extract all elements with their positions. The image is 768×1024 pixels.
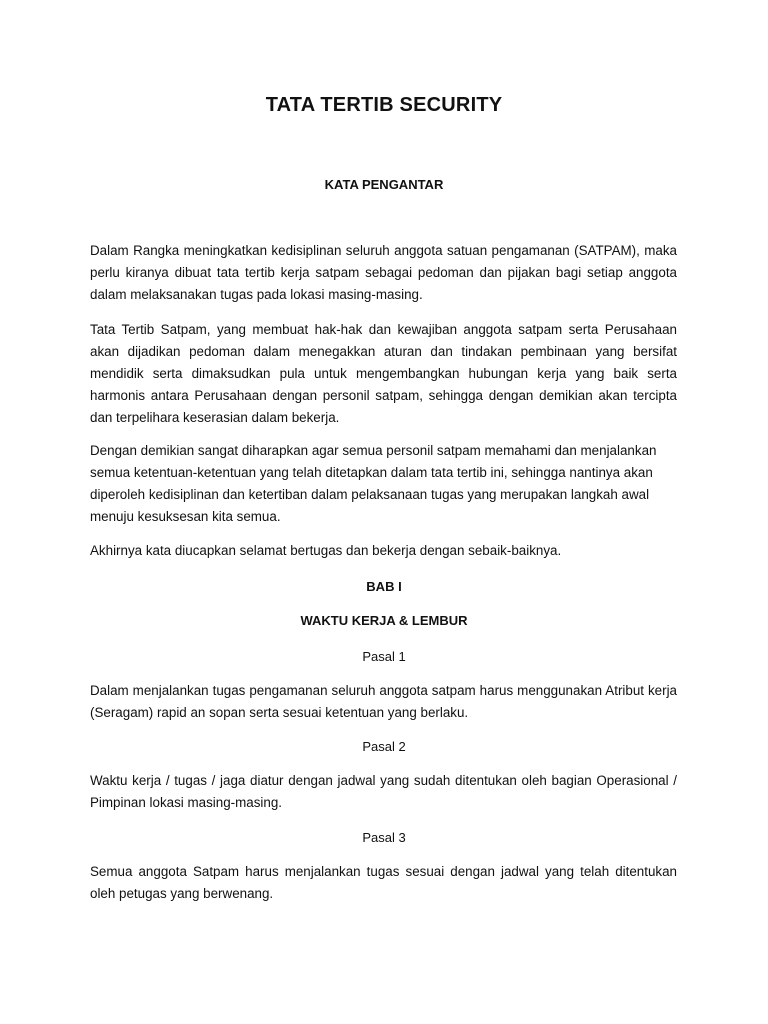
chapter-number: BAB I <box>366 579 402 594</box>
article-3-text: Semua anggota Satpam harus menjalankan tugas sesuai dengan jadwal yang telah ditentukan oleh petugas yang berwenang. <box>90 864 677 901</box>
document-title: TATA TERTIB SECURITY <box>265 94 503 116</box>
article-1-label: Pasal 1 <box>362 649 406 664</box>
article-2-label: Pasal 2 <box>362 739 406 754</box>
article-3-label: Pasal 3 <box>362 830 406 845</box>
preface-paragraph-3: Dengan demikian sangat diharapkan agar semua personil satpam memahami dan menjalankan semua ketentuan-ketentuan yang telah ditetapkan dalam tata tertib ini, sehingga nantinya akan diperoleh kedisiplinan dan ketertiban dalam pelaksanaan tugas yang merupakan langkah awal menuju kesuksesan kita semua. <box>90 443 657 524</box>
article-2-text: Waktu kerja / tugas / jaga diatur dengan jadwal yang sudah ditentukan oleh bagian Operasional / Pimpinan lokasi masing-masing. <box>90 773 677 810</box>
preface-paragraph-1: Dalam Rangka meningkatkan kedisiplinan seluruh anggota satuan pengamanan (SATPAM), maka perlu kiranya dibuat tata tertib kerja satpam sebagai pedoman dan pijakan bagi setiap anggota dalam melaksanakan tugas pada lokasi masing-masing. <box>90 243 677 302</box>
preface-heading: KATA PENGANTAR <box>324 177 444 192</box>
article-1-text: Dalam menjalankan tugas pengamanan seluruh anggota satpam harus menggunakan Atribut kerja (Seragam) rapid an sopan serta sesuai ketentuan yang berlaku. <box>90 683 677 720</box>
preface-paragraph-2: Tata Tertib Satpam, yang membuat hak-hak dan kewajiban anggota satpam serta Perusahaan akan dijadikan pedoman dalam menegakkan aturan dan tindakan pembinaan yang bersifat mendidik serta dimaksudkan pula untuk mengembangkan hubungan kerja yang baik serta harmonis antara Perusahaan dengan personil satpam, sehingga dengan demikian akan tercipta dan terpelihara keserasian dalam bekerja. <box>90 322 677 425</box>
chapter-title: WAKTU KERJA & LEMBUR <box>300 613 468 628</box>
preface-paragraph-4: Akhirnya kata diucapkan selamat bertugas dan bekerja dengan sebaik-baiknya. <box>90 543 562 558</box>
